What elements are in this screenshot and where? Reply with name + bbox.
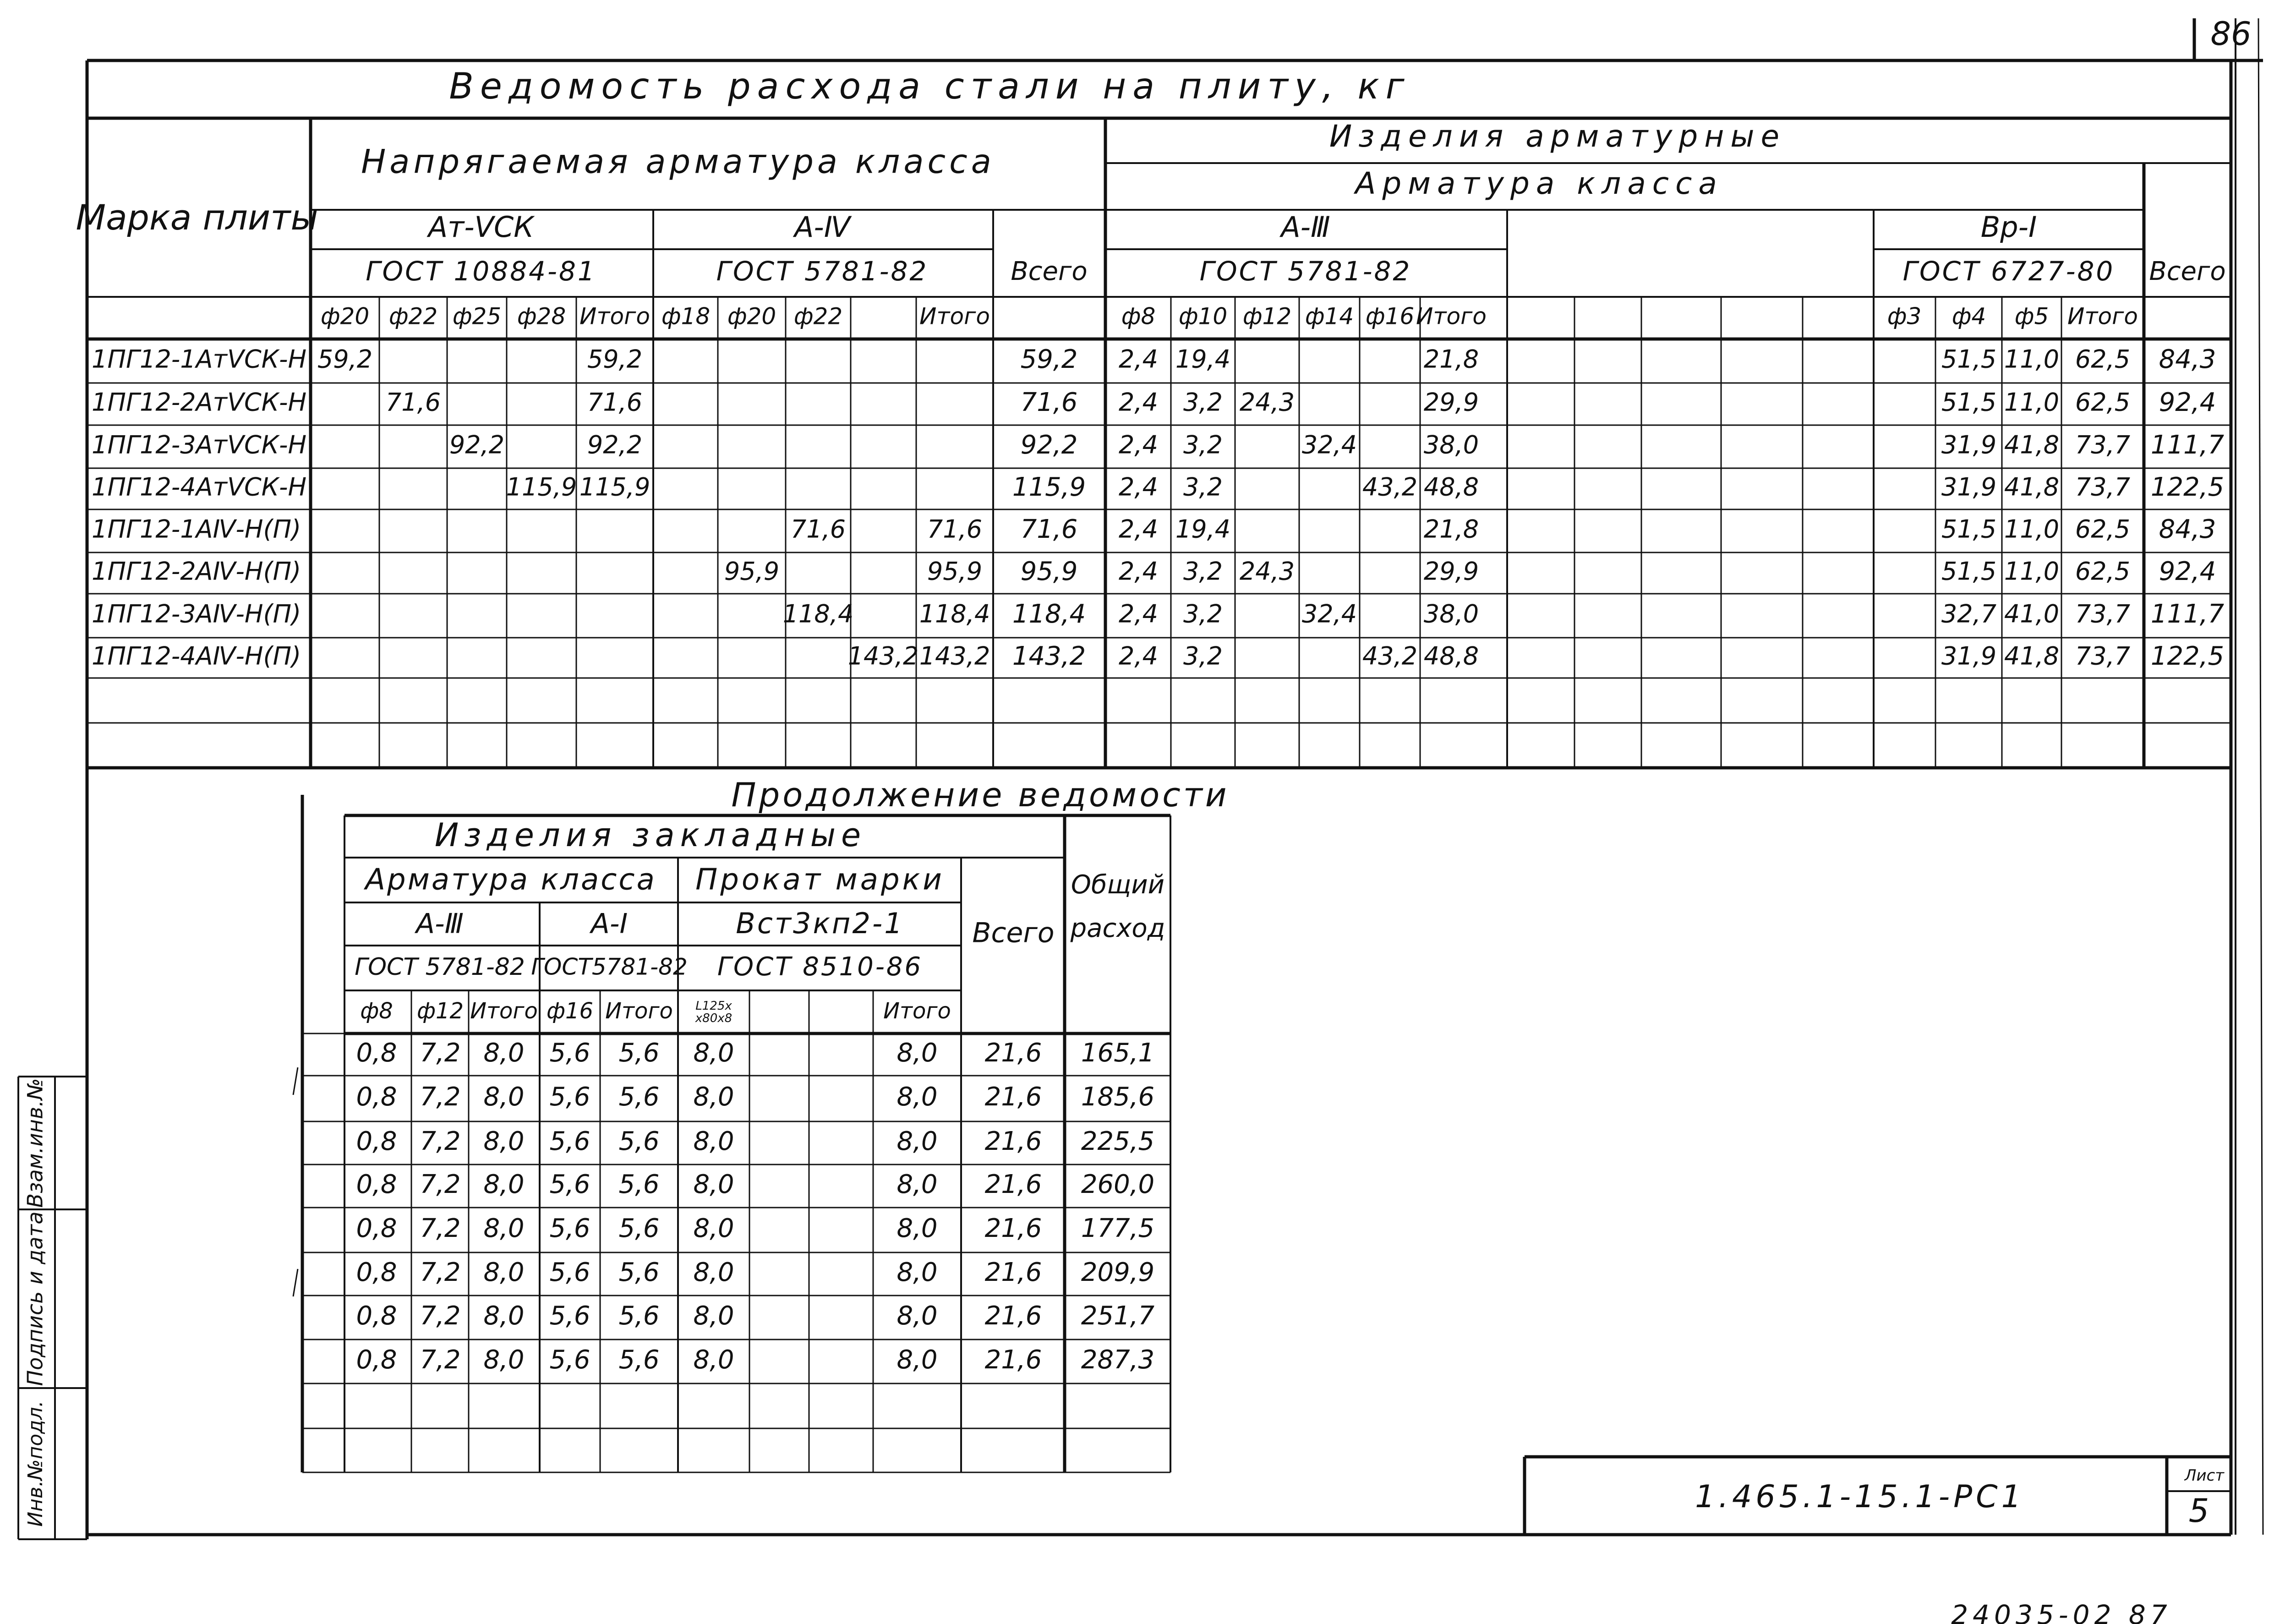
overall-header: Общий — [1071, 870, 1165, 900]
total-header-3: Всего — [972, 917, 1055, 949]
cell-value: 8,0 — [483, 1258, 525, 1288]
cell-value: 8,0 — [897, 1301, 938, 1331]
cell-value: 5,6 — [549, 1301, 590, 1331]
cell-value: 165,1 — [1081, 1038, 1155, 1068]
cell-value: 0,8 — [356, 1214, 397, 1244]
class-name-at: Ат-ⅤСК — [428, 210, 534, 244]
header-armature-class-2: Арматура класса — [365, 863, 656, 897]
cell-value: 0,8 — [356, 1258, 397, 1288]
diameter-header: ф4 — [1952, 303, 1986, 330]
cell-value: 251,7 — [1081, 1301, 1155, 1331]
cell-value: 8,0 — [897, 1126, 938, 1157]
class-name-a4: А-Ⅳ — [794, 210, 851, 244]
class-name-a3b: А-Ⅲ — [415, 908, 464, 940]
sheet-number: 5 — [2188, 1492, 2209, 1530]
cell-value: 5,6 — [549, 1214, 590, 1244]
cell-value: 185,6 — [1081, 1082, 1155, 1112]
row-mark: 1ПГ12-1АⅣ-Н(П) — [92, 514, 301, 544]
diameter-header: Итого — [2067, 303, 2138, 330]
cell-value: 5,6 — [549, 1082, 590, 1112]
diameter-header: Итого — [579, 303, 650, 330]
cell-value: 2,4 — [1119, 430, 1158, 459]
cell-value: 8,0 — [897, 1214, 938, 1244]
cell-value: 62,5 — [2075, 514, 2131, 544]
cell-value: 59,2 — [317, 344, 373, 374]
cell-value: 8,0 — [897, 1258, 938, 1288]
cell-value: 21,6 — [984, 1258, 1042, 1288]
cell-value: 3,2 — [1183, 641, 1223, 671]
cell-value: 287,3 — [1081, 1345, 1155, 1375]
cell-value: 41,0 — [2004, 599, 2060, 629]
cell-value: 8,0 — [693, 1301, 734, 1331]
cell-total: 115,9 — [1012, 472, 1086, 503]
cell-value: 73,7 — [2075, 599, 2131, 629]
diameter-header: ф20 — [320, 303, 370, 330]
gost-steel: ГОСТ 8510-86 — [717, 952, 923, 982]
cell-value: 92,2 — [449, 430, 505, 459]
cell-value: 21,6 — [984, 1214, 1042, 1244]
cell-value: 5,6 — [618, 1170, 660, 1200]
cell-value: 2,4 — [1119, 599, 1158, 629]
cell-value: 5,6 — [618, 1258, 660, 1288]
cell-value: 43,2 — [1362, 641, 1418, 671]
cell-value: 71,6 — [587, 388, 643, 417]
cell-value: 21,6 — [984, 1038, 1042, 1068]
row-mark: 1ПГ12-4АтⅤСК-Н — [92, 472, 307, 502]
cell-value: 115,9 — [579, 472, 651, 502]
row-mark: 1ПГ12-3АⅣ-Н(П) — [92, 599, 301, 629]
class-gost-a4: ГОСТ 5781-82 — [716, 256, 929, 287]
row-mark: 1ПГ12-2АⅣ-Н(П) — [92, 557, 301, 586]
cell-value: 31,9 — [1941, 641, 1997, 671]
cell-value: 3,2 — [1183, 472, 1223, 502]
diameter-header: ф18 — [661, 303, 711, 330]
footer-code: 24035-02 87 — [1951, 1599, 2172, 1624]
cell-value: 8,0 — [693, 1345, 734, 1375]
diameter-header: ф8 — [360, 998, 393, 1024]
cell-value: 5,6 — [618, 1038, 660, 1068]
cell-value: 3,2 — [1183, 599, 1223, 629]
header-rolled-grade: Прокат марки — [695, 863, 945, 897]
cell-value: 92,2 — [587, 430, 643, 459]
cell-value: 7,2 — [420, 1126, 461, 1157]
cell-value: 11,0 — [2004, 514, 2060, 544]
cell-value: 2,4 — [1119, 472, 1158, 502]
cell-total: 111,7 — [2150, 599, 2225, 629]
cell-value: 8,0 — [483, 1301, 525, 1331]
cell-value: 41,8 — [2004, 472, 2060, 502]
cell-value: 118,4 — [919, 599, 990, 629]
cell-value: 2,4 — [1119, 344, 1158, 374]
cell-value: 143,2 — [847, 641, 919, 671]
cell-value: 11,0 — [2004, 344, 2060, 374]
cell-value: 31,9 — [1941, 472, 1997, 502]
diameter-header: ф10 — [1178, 303, 1228, 330]
cell-value: 8,0 — [483, 1082, 525, 1112]
diameter-header: ф14 — [1305, 303, 1354, 330]
cell-value: 59,2 — [587, 344, 643, 374]
class-name-a1: А-Ⅰ — [590, 908, 628, 940]
cell-value: 8,0 — [897, 1170, 938, 1200]
cell-value: 48,8 — [1423, 641, 1479, 671]
row-mark: 1ПГ12-4АⅣ-Н(П) — [92, 641, 301, 671]
frame-line — [2258, 18, 2263, 1535]
cell-value: 48,8 — [1423, 472, 1479, 502]
stamp-label: Взам.инв.№ — [22, 1078, 48, 1208]
diameter-header: ф12 — [1242, 303, 1292, 330]
diameter-header: Итого — [605, 998, 673, 1024]
cell-total: 111,7 — [2150, 430, 2225, 460]
cell-value: 71,6 — [790, 514, 846, 544]
cell-value: 0,8 — [356, 1082, 397, 1112]
diameter-header: Итого — [1416, 303, 1487, 330]
cell-value: 62,5 — [2075, 557, 2131, 586]
cell-value: 5,6 — [549, 1126, 590, 1157]
cell-value: 95,9 — [724, 557, 780, 586]
sheet-label: Лист — [2184, 1466, 2225, 1485]
total-header-1: Всего — [1011, 257, 1088, 287]
diameter-header: ф16 — [1365, 303, 1415, 330]
cell-value: 7,2 — [420, 1301, 461, 1331]
total-header-2: Всего — [2149, 257, 2226, 287]
cell-value: 51,5 — [1941, 557, 1997, 586]
cell-total: 122,5 — [2150, 472, 2225, 503]
row-mark: 1ПГ12-3АтⅤСК-Н — [92, 430, 307, 459]
cell-total: 118,4 — [1012, 599, 1086, 629]
tick-mark — [293, 1269, 298, 1296]
cell-value: 8,0 — [897, 1038, 938, 1068]
cell-value: 8,0 — [693, 1170, 734, 1200]
diameter-header: Итого — [470, 998, 538, 1024]
document-code: 1.465.1-15.1-РС1 — [1695, 1479, 2025, 1515]
table-text — [23, 119, 2226, 1527]
cell-value: 73,7 — [2075, 641, 2131, 671]
cell-value: 5,6 — [549, 1345, 590, 1375]
gost-a1: ГОСТ5781-82 — [531, 953, 688, 980]
class-gost-vr: ГОСТ 6727-80 — [1902, 256, 2115, 287]
page-number: 86 — [2210, 15, 2252, 53]
cell-value: 0,8 — [356, 1345, 397, 1375]
cell-value: 73,7 — [2075, 472, 2131, 502]
cell-value: 5,6 — [618, 1301, 660, 1331]
cell-value: 7,2 — [420, 1214, 461, 1244]
cell-value: 8,0 — [483, 1126, 525, 1157]
cell-value: 62,5 — [2075, 344, 2131, 374]
cell-value: 21,8 — [1423, 344, 1479, 374]
column-header-mark: Марка плиты — [76, 197, 318, 238]
cell-value: 209,9 — [1081, 1258, 1155, 1288]
cell-total: 71,6 — [1020, 514, 1078, 545]
cell-value: 21,6 — [984, 1345, 1042, 1375]
cell-value: 5,6 — [618, 1082, 660, 1112]
cell-value: 38,0 — [1423, 430, 1479, 459]
cell-value: 73,7 — [2075, 430, 2131, 459]
cell-value: 5,6 — [618, 1214, 660, 1244]
cell-value: 177,5 — [1081, 1214, 1155, 1244]
cell-value: 24,3 — [1239, 388, 1295, 417]
cell-value: 21,6 — [984, 1170, 1042, 1200]
cell-total: 143,2 — [1012, 641, 1086, 672]
diameter-header: ф22 — [388, 303, 438, 330]
diameter-header: Итого — [919, 303, 990, 330]
row-mark: 1ПГ12-1АтⅤСК-Н — [92, 344, 307, 374]
class-gost-a3: ГОСТ 5781-82 — [1199, 256, 1412, 287]
class-name-steel: Вст3кп2-1 — [736, 907, 904, 940]
diameter-header: ф25 — [452, 303, 502, 330]
cell-value: 8,0 — [693, 1126, 734, 1157]
diameter-header: L125x — [695, 999, 732, 1013]
sheet-title: Ведомость расхода стали на плиту, кг — [449, 66, 1411, 107]
cell-value: 29,9 — [1423, 388, 1479, 417]
class-name-vr: Вр-Ⅰ — [1980, 210, 2037, 244]
tick-mark — [293, 1067, 298, 1095]
row-mark: 1ПГ12-2АтⅤСК-Н — [92, 388, 307, 417]
diameter-header: ф8 — [1121, 303, 1156, 330]
cell-value: 21,6 — [984, 1301, 1042, 1331]
cell-value: 51,5 — [1941, 344, 1997, 374]
cell-total: 95,9 — [1020, 557, 1078, 587]
class-name-a3: А-Ⅲ — [1281, 210, 1330, 244]
cell-value: 5,6 — [549, 1258, 590, 1288]
overall-header: расход — [1070, 913, 1165, 944]
continuation-caption: Продолжение ведомости — [731, 776, 1230, 814]
cell-value: 41,8 — [2004, 430, 2060, 459]
cell-value: 8,0 — [693, 1082, 734, 1112]
cell-value: 5,6 — [549, 1038, 590, 1068]
cell-total: 92,4 — [2159, 388, 2216, 418]
cell-value: 32,4 — [1301, 430, 1357, 459]
cell-value: 8,0 — [483, 1345, 525, 1375]
header-armature-class: Арматура класса — [1355, 166, 1723, 202]
cell-value: 5,6 — [549, 1170, 590, 1200]
cell-value: 19,4 — [1175, 514, 1231, 544]
diameter-header: Итого — [883, 998, 951, 1024]
cell-value: 95,9 — [927, 557, 983, 586]
cell-value: 32,7 — [1941, 599, 1997, 629]
diameter-header: ф20 — [727, 303, 776, 330]
cell-value: 3,2 — [1183, 388, 1223, 417]
cell-total: 92,4 — [2159, 557, 2216, 587]
cell-value: 62,5 — [2075, 388, 2131, 417]
cell-value: 11,0 — [2004, 557, 2060, 586]
cell-total: 92,2 — [1020, 430, 1078, 460]
cell-value: 8,0 — [897, 1345, 938, 1375]
cell-value: 41,8 — [2004, 641, 2060, 671]
cell-value: 5,6 — [618, 1345, 660, 1375]
cell-value: 0,8 — [356, 1126, 397, 1157]
cell-value: 8,0 — [693, 1038, 734, 1068]
cell-value: 260,0 — [1081, 1170, 1155, 1200]
cell-value: 8,0 — [483, 1214, 525, 1244]
cell-value: 71,6 — [927, 514, 983, 544]
cell-total: 84,3 — [2159, 514, 2216, 545]
class-gost-at: ГОСТ 10884-81 — [366, 256, 596, 287]
cell-value: 3,2 — [1183, 430, 1223, 459]
cell-value: 115,9 — [506, 472, 577, 502]
diameter-header: ф28 — [517, 303, 566, 330]
cell-value: 0,8 — [356, 1170, 397, 1200]
cell-value: 51,5 — [1941, 388, 1997, 417]
diameter-header: ф12 — [416, 998, 464, 1024]
cell-value: 21,8 — [1423, 514, 1479, 544]
cell-value: 24,3 — [1239, 557, 1295, 586]
diameter-header: x80x8 — [695, 1012, 733, 1026]
cell-value: 2,4 — [1119, 514, 1158, 544]
cell-value: 31,9 — [1941, 430, 1997, 459]
cell-total: 84,3 — [2159, 344, 2216, 375]
cell-value: 38,0 — [1423, 599, 1479, 629]
cell-value: 8,0 — [483, 1038, 525, 1068]
cell-total: 71,6 — [1020, 388, 1078, 418]
cell-value: 71,6 — [385, 388, 441, 417]
cell-value: 21,6 — [984, 1126, 1042, 1157]
cell-value: 7,2 — [420, 1345, 461, 1375]
cell-total: 59,2 — [1020, 344, 1078, 375]
cell-value: 7,2 — [420, 1082, 461, 1112]
diameter-header: ф22 — [793, 303, 843, 330]
cell-total: 122,5 — [2150, 641, 2225, 672]
cell-value: 8,0 — [897, 1082, 938, 1112]
cell-value: 2,4 — [1119, 388, 1158, 417]
stamp-label: Инв.№подл. — [24, 1400, 47, 1527]
cell-value: 43,2 — [1362, 472, 1418, 502]
stamp-label: Подпись и дата — [22, 1211, 48, 1386]
cell-value: 29,9 — [1423, 557, 1479, 586]
cell-value: 51,5 — [1941, 514, 1997, 544]
cell-value: 2,4 — [1119, 557, 1158, 586]
gost-a3b: ГОСТ 5781-82 — [355, 953, 525, 981]
header-embedded: Изделия закладные — [434, 816, 867, 854]
diameter-header: ф3 — [1887, 303, 1922, 330]
cell-value: 19,4 — [1175, 344, 1231, 374]
cell-value: 7,2 — [420, 1038, 461, 1068]
cell-value: 8,0 — [483, 1170, 525, 1200]
cell-value: 8,0 — [693, 1258, 734, 1288]
cell-value: 0,8 — [356, 1038, 397, 1068]
diameter-header: ф16 — [546, 998, 594, 1024]
cell-value: 225,5 — [1081, 1126, 1155, 1157]
cell-value: 11,0 — [2004, 388, 2060, 417]
cell-value: 7,2 — [420, 1258, 461, 1288]
cell-value: 118,4 — [782, 599, 854, 629]
cell-value: 32,4 — [1301, 599, 1357, 629]
cell-value: 7,2 — [420, 1170, 461, 1200]
cell-value: 21,6 — [984, 1082, 1042, 1112]
cell-value: 2,4 — [1119, 641, 1158, 671]
cell-value: 3,2 — [1183, 557, 1223, 586]
header-products: Изделия арматурные — [1329, 119, 1786, 154]
cell-value: 5,6 — [618, 1126, 660, 1157]
cell-value: 0,8 — [356, 1301, 397, 1331]
cell-value: 8,0 — [693, 1214, 734, 1244]
header-prestressed: Напрягаемая арматура класса — [361, 142, 995, 181]
cell-value: 143,2 — [919, 641, 990, 671]
diameter-header: ф5 — [2014, 303, 2049, 330]
